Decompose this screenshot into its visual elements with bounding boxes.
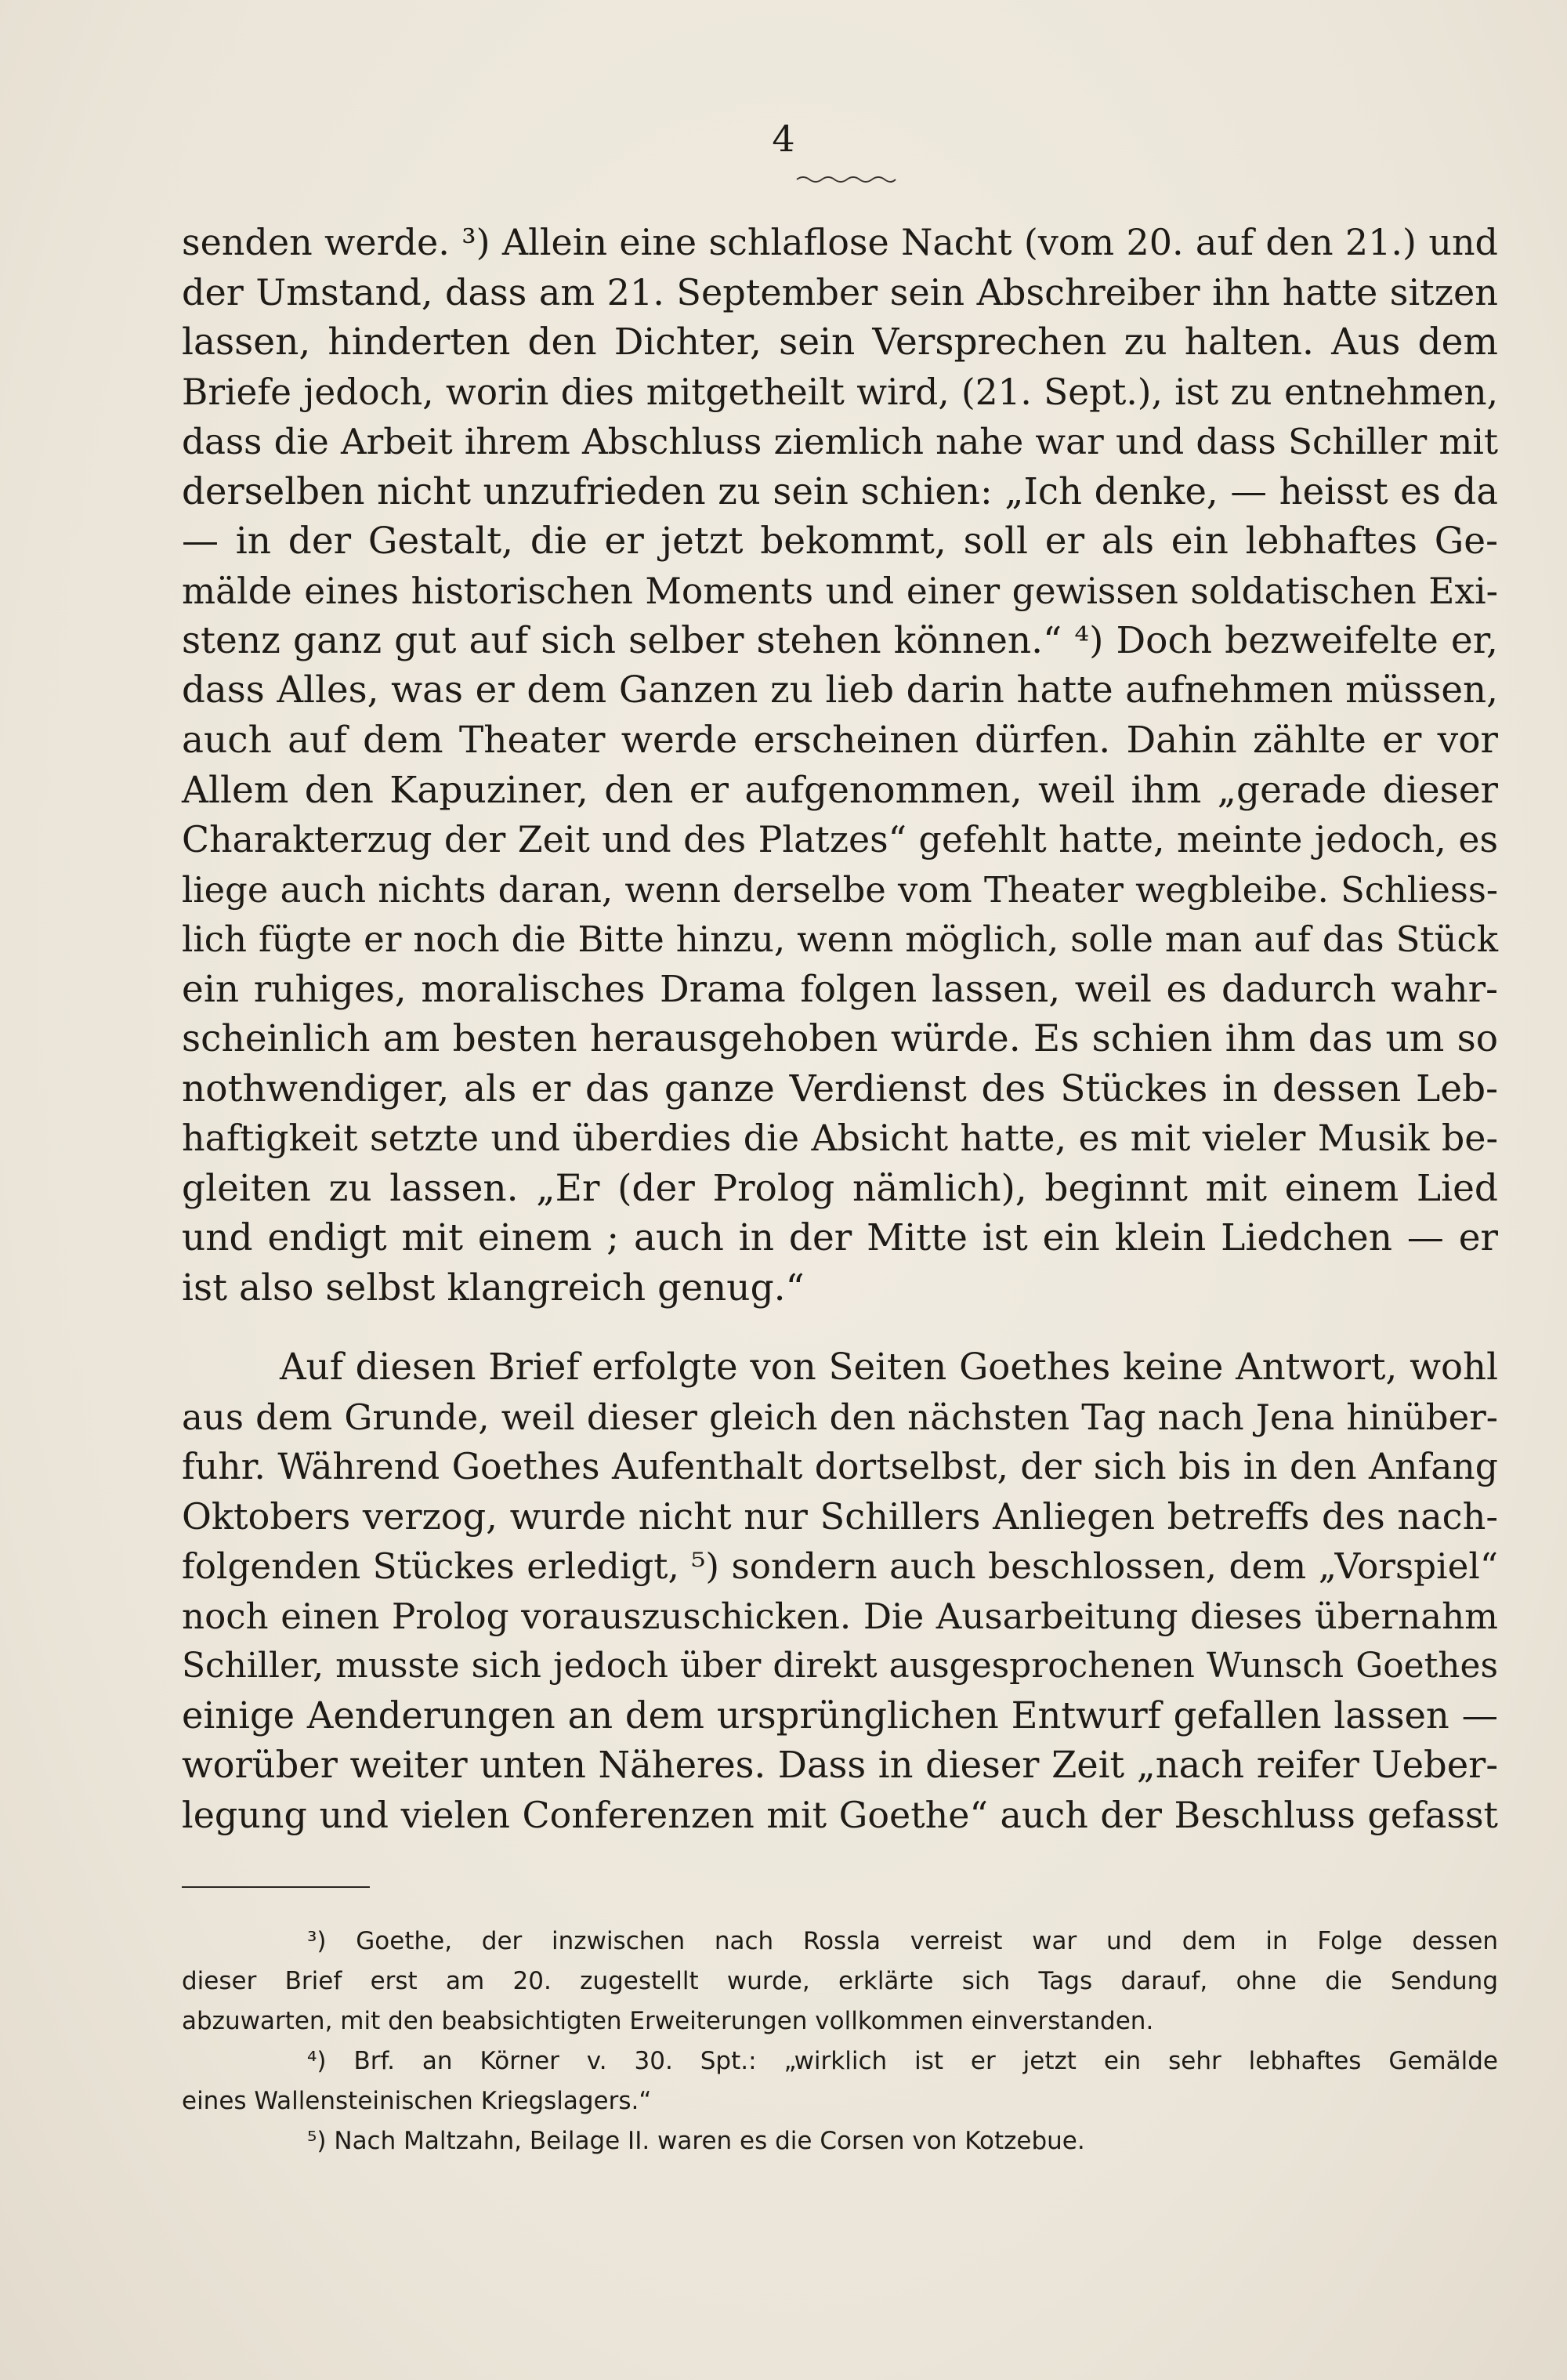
- main-text: [182, 218, 1498, 1840]
- text-line: — in der Gestalt, die er jetzt bekommt, soll er als ein lebhaftes Ge-: [182, 520, 1498, 563]
- text-line: haftigkeit setzte und überdies die Absicht hatte, es mit vieler Musik be-: [182, 1117, 1498, 1159]
- text-line: ist also selbst klangreich genug.“: [182, 1266, 805, 1310]
- footnote-line: ⁵) Nach Maltzahn, Beilage II. waren es die Corsen von Kotzebue.: [307, 2127, 1085, 2155]
- footnotes: [182, 1922, 1498, 2161]
- text-line: Auf diesen Brief erfolgte von Seiten Goethes keine Antwort, wohl: [280, 1346, 1498, 1388]
- footnote-line: abzuwarten, mit den beabsichtigten Erweiterungen vollkommen einverstanden.: [182, 2007, 1154, 2035]
- footnote-line: eines Wallensteinischen Kriegslagers.“: [182, 2087, 652, 2115]
- text-line: einige Aenderungen an dem ursprünglichen Entwurf gefallen lassen —: [182, 1694, 1498, 1737]
- text-line: scheinlich am besten herausgehoben würde. Es schien ihm das um so: [182, 1017, 1498, 1060]
- footnote-divider: [182, 1886, 370, 1888]
- text-line: dass Alles, was er dem Ganzen zu lieb darin hatte aufnehmen müssen,: [182, 668, 1498, 712]
- text-line: und endigt mit einem ; auch in der Mitte ist ein klein Liedchen — er: [182, 1216, 1498, 1259]
- text-line: auch auf dem Theater werde erscheinen dürfen. Dahin zählte er vor: [182, 719, 1498, 762]
- text-line: nothwendiger, als er das ganze Verdienst des Stückes in dessen Leb-: [182, 1067, 1498, 1110]
- text-line: gleiten zu lassen. „Er (der Prolog nämlich), beginnt mit einem Lied: [182, 1166, 1498, 1210]
- text-line: lich fügte er noch die Bitte hinzu, wenn möglich, solle man auf das Stück: [182, 918, 1498, 960]
- text-line: stenz ganz gut auf sich selber stehen können.“ ⁴) Doch bezweifelte er,: [182, 619, 1498, 662]
- footnote-line: ³) Goethe, der inzwischen nach Rossla verreist war und dem in Folge dessen: [307, 1927, 1498, 1955]
- text-line: ein ruhiges, moralisches Drama folgen lassen, weil es dadurch wahr-: [182, 967, 1498, 1011]
- text-line: der Umstand, dass am 21. September sein Abschreiber ihn hatte sitzen: [182, 270, 1498, 313]
- text-line: legung und vielen Conferenzen mit Goethe“ auch der Beschluss gefasst: [182, 1793, 1498, 1836]
- text-line: senden werde. ³) Allein eine schlaflose Nacht (vom 20. auf den 21.) und: [182, 221, 1498, 263]
- text-line: derselben nicht unzufrieden zu sein schien: „Ich denke, — heisst es da: [182, 469, 1498, 513]
- text-line: Oktobers verzog, wurde nicht nur Schillers Anliegen betreffs des nach-: [182, 1494, 1498, 1538]
- text-line: Briefe jedoch, worin dies mitgetheilt wird, (21. Sept.), ist zu entnehmen,: [182, 371, 1498, 413]
- text-line: fuhr. Während Goethes Aufenthalt dortselbst, der sich bis in den Anfang: [182, 1446, 1498, 1487]
- text-line: worüber weiter unten Näheres. Dass in dieser Zeit „nach reifer Ueber-: [182, 1744, 1498, 1786]
- text-line: dass die Arbeit ihrem Abschluss ziemlich nahe war und dass Schiller mit: [182, 421, 1498, 462]
- wavy-ornament: [795, 174, 897, 185]
- text-line: Allem den Kapuziner, den er aufgenommen, weil ihm „gerade dieser: [182, 768, 1498, 812]
- text-line: noch einen Prolog vorauszuschicken. Die Ausarbeitung dieses übernahm: [182, 1595, 1498, 1637]
- text-line: Charakterzug der Zeit und des Platzes“ gefehlt hatte, meinte jedoch, es: [182, 818, 1498, 860]
- footnote-line: dieser Brief erst am 20. zugestellt wurde, erklärte sich Tags darauf, ohne die Sendung: [182, 1967, 1498, 1995]
- text-line: folgenden Stückes erledigt, ⁵) sondern auch beschlossen, dem „Vorspiel“: [182, 1545, 1498, 1587]
- footnote-line: ⁴) Brf. an Körner v. 30. Spt.: „wirklich ist er jetzt ein sehr lebhaftes Gemälde: [307, 2047, 1498, 2075]
- page-number: 4: [772, 118, 795, 160]
- text-line: liege auch nichts daran, wenn derselbe vom Theater wegbleibe. Schliess-: [182, 868, 1498, 911]
- text-line: aus dem Grunde, weil dieser gleich den nächsten Tag nach Jena hinüber-: [182, 1396, 1498, 1438]
- text-line: Schiller, musste sich jedoch über direkt ausgesprochenen Wunsch Goethes: [182, 1646, 1498, 1686]
- text-line: mälde eines historischen Moments und einer gewissen soldatischen Exi-: [182, 570, 1498, 612]
- text-line: lassen, hinderten den Dichter, sein Versprechen zu halten. Aus dem: [182, 321, 1498, 364]
